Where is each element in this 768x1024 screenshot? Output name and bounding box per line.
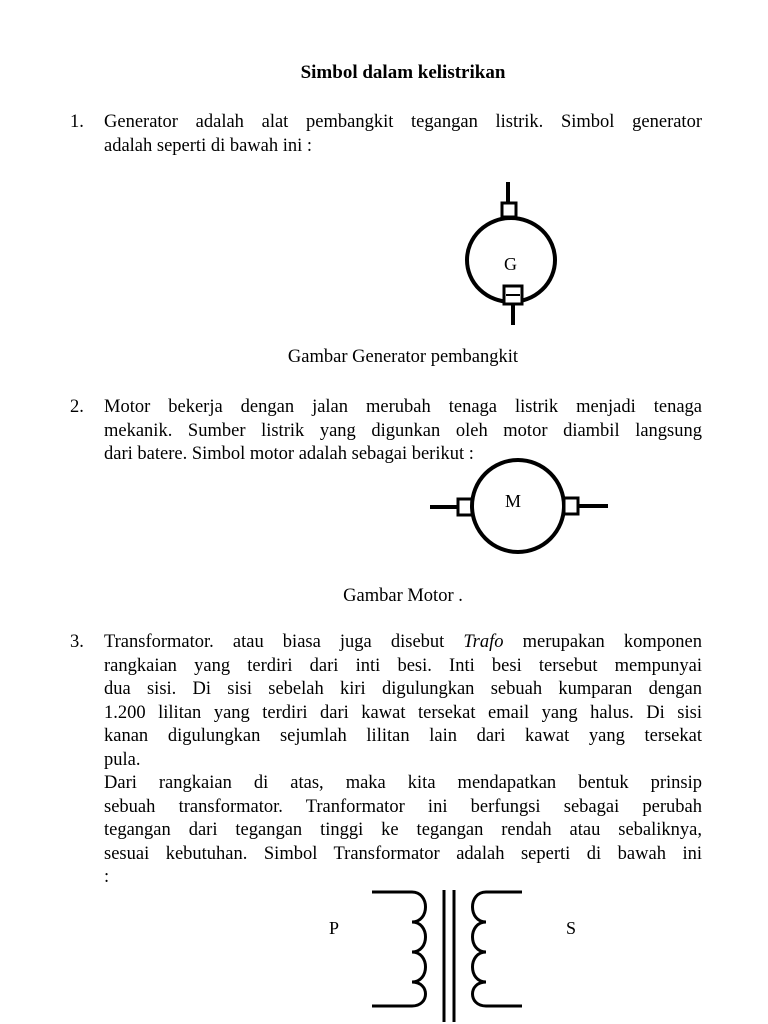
item-line: Motor bekerja dengan jalan merubah tenaga listrik menjadi tenaga (104, 397, 702, 417)
item-line: rangkaian yang terdiri dari inti besi. Inti besi tersebut mempunyai (104, 655, 702, 676)
item-italic-term: Trafo (463, 632, 504, 652)
item-line: pula. (104, 749, 141, 770)
item-line: dari batere. Simbol motor adalah sebagai berikut : (104, 444, 474, 464)
item-number: 1. (70, 112, 84, 132)
item-text: Transformator. atau biasa juga disebut (104, 632, 464, 652)
item-number: 2. (70, 397, 84, 417)
item-line: mekanik. Sumber listrik yang digunkan oleh motor diambil langsung (104, 420, 702, 441)
item-line: Generator adalah alat pembangkit tegangan listrik. Simbol generator (104, 112, 702, 132)
item-line: : (104, 867, 110, 887)
item-line: adalah seperti di bawah ini : (104, 135, 313, 156)
item-line: tegangan dari tegangan tinggi ke tegangan rendah atau sebaliknya, (104, 820, 702, 840)
item-line: Dari rangkaian di atas, maka kita mendapatkan bentuk prinsip (104, 773, 702, 793)
item-line-first (104, 631, 702, 655)
item-line: dua sisi. Di sisi sebelah kiri digulungkan sebuah kumparan dengan (104, 679, 702, 699)
motor-caption: Gambar Motor . (343, 586, 463, 606)
item-line: 1.200 lilitan yang terdiri dari kawat tersekat email yang halus. Di sisi (104, 702, 702, 723)
item-number: 3. (70, 632, 84, 652)
generator-caption: Gambar Generator pembangkit (287, 347, 519, 367)
page-title: Simbol dalam kelistrikan (300, 62, 506, 83)
generator-label: G (504, 254, 517, 274)
item-text: merupakan komponen (503, 632, 702, 652)
item-line: sebuah transformator. Tranformator ini berfungsi sebagai perubah (104, 796, 702, 817)
secondary-label: S (566, 918, 577, 938)
transformer-symbol (370, 888, 530, 1024)
list-item-generator (70, 111, 702, 158)
item-line: kanan digulungkan sejumlah lilitan lain dari kawat yang tersekat (104, 726, 702, 746)
item-line: sesuai kebutuhan. Simbol Transformator adalah seperti di bawah ini (104, 843, 702, 864)
primary-label: P (329, 918, 340, 938)
list-item-transformer (70, 631, 702, 890)
motor-label: M (505, 491, 522, 511)
